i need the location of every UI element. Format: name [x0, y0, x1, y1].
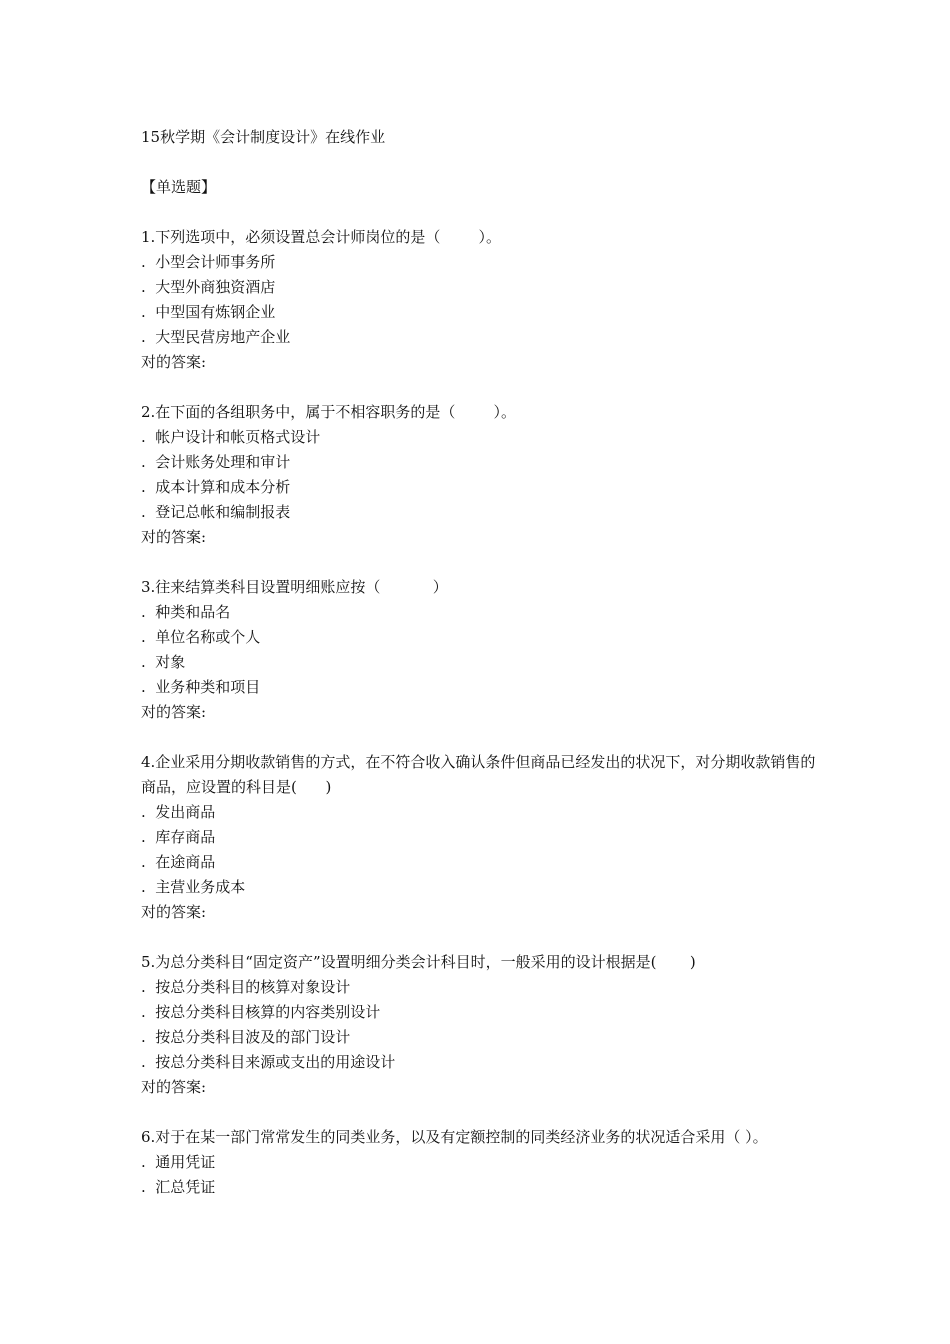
document-title: 15秋学期《会计制度设计》在线作业: [141, 128, 386, 146]
question-text: 4.企业采用分期收款销售的方式，在不符合收入确认条件但商品已经发出的状况下，对分期收款销售的商品，应设置的科目是( ): [141, 753, 816, 796]
document-page: [141, 125, 821, 1200]
answer-option: . 小型会计师事务所: [141, 253, 276, 271]
answer-option: . 按总分类科目的核算对象设计: [141, 978, 351, 996]
question-list: [141, 225, 821, 1200]
question-text: 5.为总分类科目“固定资产”设置明细分类会计科目时，一般采用的设计根据是( ): [141, 953, 696, 971]
spacer: [141, 200, 821, 225]
answer-option: . 种类和品名: [141, 603, 231, 621]
answer-option: . 成本计算和成本分析: [141, 478, 291, 496]
answer-option: . 帐户设计和帐页格式设计: [141, 428, 321, 446]
answer-option: . 单位名称或个人: [141, 628, 261, 646]
answer-option: . 会计账务处理和审计: [141, 453, 291, 471]
question-block: [141, 575, 821, 750]
answer-option: . 中型国有炼钢企业: [141, 303, 276, 321]
question-text: 3.往来结算类科目设置明细账应按（ ）: [141, 578, 448, 596]
spacer: [141, 375, 821, 400]
question-block: [141, 225, 821, 400]
question-text: 2.在下面的各组职务中，属于不相容职务的是（ ）。: [141, 403, 516, 421]
answer-option: . 汇总凭证: [141, 1178, 216, 1196]
answer-label: 对的答案:: [141, 353, 207, 371]
question-block: [141, 750, 821, 950]
question-text: 1.下列选项中，必须设置总会计师岗位的是（ ）。: [141, 228, 501, 246]
answer-option: . 通用凭证: [141, 1153, 216, 1171]
answer-label: 对的答案:: [141, 703, 207, 721]
answer-option: . 按总分类科目核算的内容类别设计: [141, 1003, 381, 1021]
answer-label: 对的答案:: [141, 528, 207, 546]
question-text: 6.对于在某一部门常常发生的同类业务，以及有定额控制的同类经济业务的状况适合采用（ ）。: [141, 1128, 768, 1146]
answer-option: . 业务种类和项目: [141, 678, 261, 696]
question-block: [141, 400, 821, 575]
answer-option: . 按总分类科目波及的部门设计: [141, 1028, 351, 1046]
answer-option: . 发出商品: [141, 803, 216, 821]
answer-option: . 主营业务成本: [141, 878, 246, 896]
answer-option: . 按总分类科目来源或支出的用途设计: [141, 1053, 396, 1071]
answer-option: . 登记总帐和编制报表: [141, 503, 291, 521]
answer-option: . 对象: [141, 653, 186, 671]
answer-label: 对的答案:: [141, 1078, 207, 1096]
spacer: [141, 925, 821, 950]
spacer: [141, 1100, 821, 1125]
spacer: [141, 150, 821, 175]
question-block: [141, 1125, 821, 1200]
section-heading: 【单选题】: [141, 178, 217, 196]
answer-option: . 大型外商独资酒店: [141, 278, 276, 296]
spacer: [141, 725, 821, 750]
answer-option: . 大型民营房地产企业: [141, 328, 291, 346]
answer-option: . 在途商品: [141, 853, 216, 871]
question-block: [141, 950, 821, 1125]
answer-label: 对的答案:: [141, 903, 207, 921]
spacer: [141, 550, 821, 575]
answer-option: . 库存商品: [141, 828, 216, 846]
